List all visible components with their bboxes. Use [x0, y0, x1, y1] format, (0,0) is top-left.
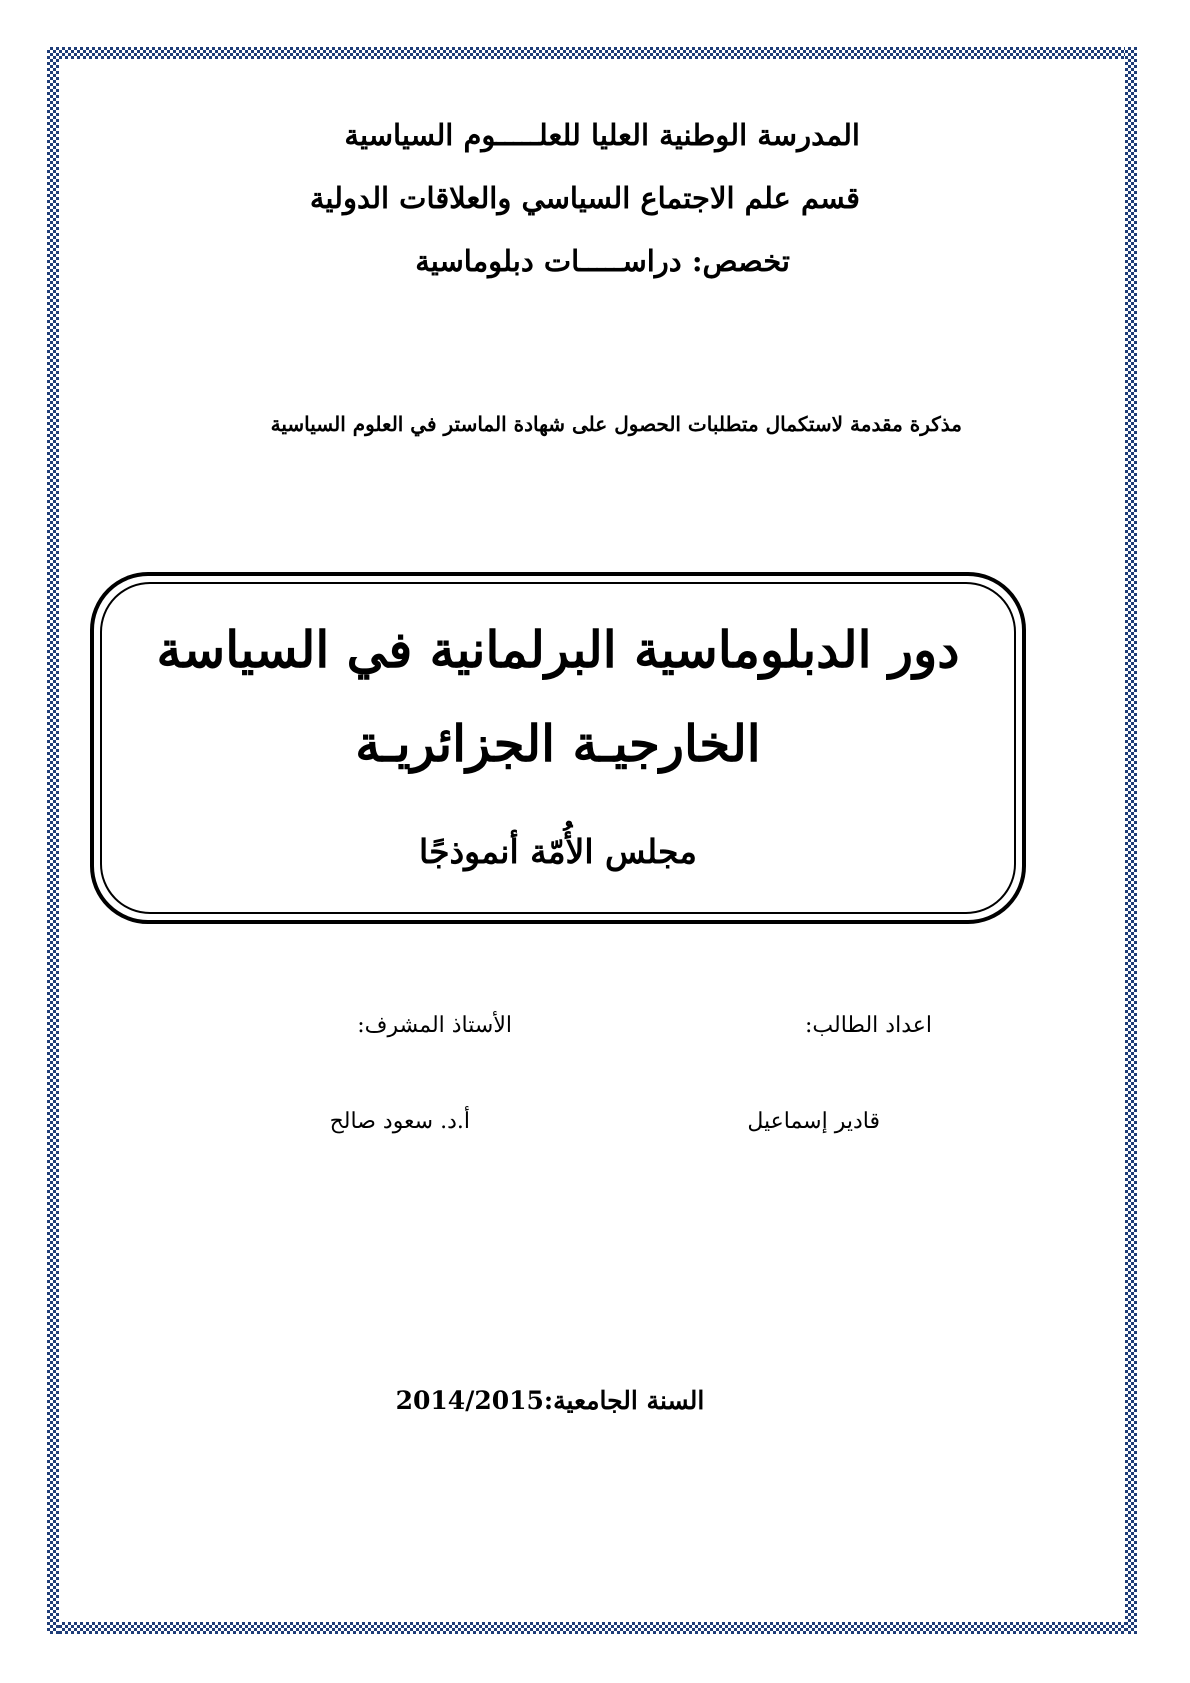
- title-line-2: الخارجيـة الجزائريـة: [355, 714, 761, 773]
- academic-year: السنة الجامعية:2014/2015: [395, 1386, 705, 1415]
- specialty: تخصص: دراســـــات دبلوماسية: [415, 244, 790, 278]
- thesis-note: مذكرة مقدمة لاستكمال متطلبات الحصول على شهادة الماستر في العلوم السياسية: [270, 412, 962, 436]
- page-border-top: [47, 47, 1137, 59]
- title-line-1: دور الدبلوماسية البرلمانية في السياسة: [156, 620, 960, 679]
- page-border-left: [47, 47, 59, 1634]
- department-name: قسم علم الاجتماع السياسي والعلاقات الدولية: [309, 181, 860, 215]
- school-name: المدرسة الوطنية العليا للعلـــــوم السياسية: [344, 118, 860, 152]
- title-subtitle: مجلس الأُمّة أنموذجًا: [419, 832, 697, 871]
- page-border-right: [1125, 47, 1137, 1634]
- student-label: اعداد الطالب:: [805, 1013, 932, 1038]
- supervisor-label: الأستاذ المشرف:: [357, 1013, 512, 1038]
- page-border-bottom: [47, 1622, 1137, 1634]
- supervisor-name: أ.د. سعود صالح: [329, 1109, 470, 1134]
- student-name: قادير إسماعيل: [747, 1109, 880, 1134]
